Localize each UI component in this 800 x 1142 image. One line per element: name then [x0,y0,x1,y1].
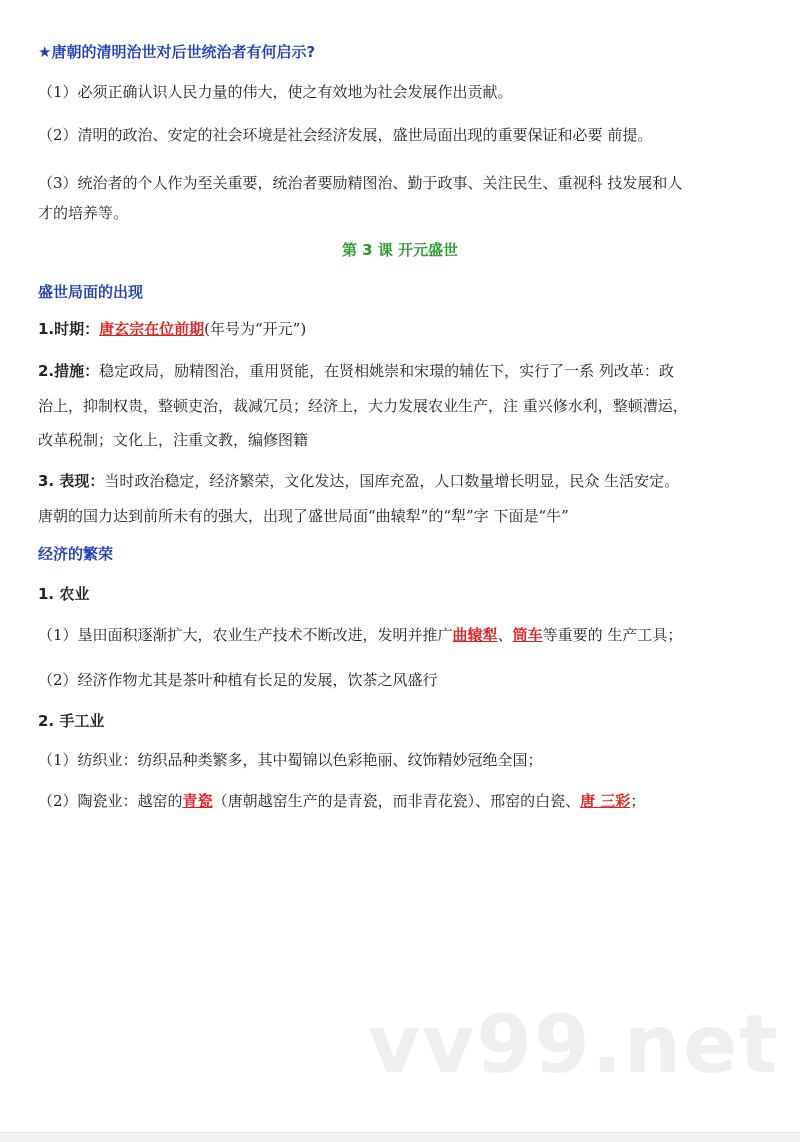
paragraph: 治上，抑制权贵，整顿吏治，裁减冗员；经济上，大力发展农业生产，注 重兴修水利，整顿漕运， [38,397,688,415]
highlight-text: 唐玄宗在位前期 [99,320,205,338]
section-heading-enlightenment: ★唐朝的清明治世对后世统治者有何启示? [38,43,316,61]
paragraph: 才的培养等。 [38,204,129,222]
item-measures [38,361,674,381]
item-text: 当时政治稳定，经济繁荣，文化发达，国库充盈，人口数量增长明显，民众 生活安定。 [104,472,680,490]
highlight-text: 曲辕犁 [452,626,498,644]
text: 、 [497,626,513,644]
section-heading-economy: 经济的繁荣 [38,545,114,563]
item-label: 2.措施： [38,362,100,380]
item-label: 1.时期： [38,320,100,338]
paragraph: 唐朝的国力达到前所未有的强大，出现了盛世局面“曲辕犁”的“犁”字 下面是“牛” [38,507,569,525]
section-heading-prosperity-emergence: 盛世局面的出现 [38,283,144,301]
text: ； [630,792,646,810]
highlight-text: 唐 三彩 [580,792,631,810]
paragraph: （3）统治者的个人作为至关重要，统治者要励精图治、勤于政事、关注民生、重视科 技发展和人 [38,174,683,192]
item-period [38,319,306,339]
text: （2）陶瓷业：越窑的 [38,792,183,810]
text: （唐朝越窑生产的是青瓷，而非青花瓷）、邢窑的白瓷、 [212,792,581,810]
text: （1）垦田面积逐渐扩大，农业生产技术不断改进，发明并推广 [38,626,453,644]
paragraph: 改革税制；文化上，注重文教，编修图籍 [38,431,309,449]
paragraph: （1）必须正确认识人民力量的伟大，使之有效地为社会发展作出贡献。 [38,83,513,101]
subheading-agriculture: 1. 农业 [38,585,90,603]
item-text: (年号为“开元”) [204,320,307,338]
paragraph [38,791,645,811]
item-performance [38,471,679,491]
paragraph: （1）纺织业：纺织品种类繁多，其中蜀锦以色彩艳丽、纹饰精妙冠绝全国； [38,751,543,769]
item-label: 3. 表现： [38,472,105,490]
highlight-text: 青瓷 [182,792,213,810]
paragraph: （2）清明的政治、安定的社会环境是社会经济发展，盛世局面出现的重要保证和必要 前提。 [38,126,653,144]
item-text: 稳定政局，励精图治，重用贤能，在贤相姚崇和宋璟的辅佐下，实行了一系 列改革：政 [99,362,674,380]
text: 等重要的 生产工具； [542,626,683,644]
paragraph [38,625,682,645]
highlight-text: 筒车 [512,626,543,644]
subheading-handicraft: 2. 手工业 [38,712,105,730]
watermark: vv99.net [368,998,780,1091]
lesson-title: 第 3 课 开元盛世 [341,241,459,259]
paragraph: （2）经济作物尤其是茶叶种植有长足的发展，饮茶之风盛行 [38,671,438,689]
